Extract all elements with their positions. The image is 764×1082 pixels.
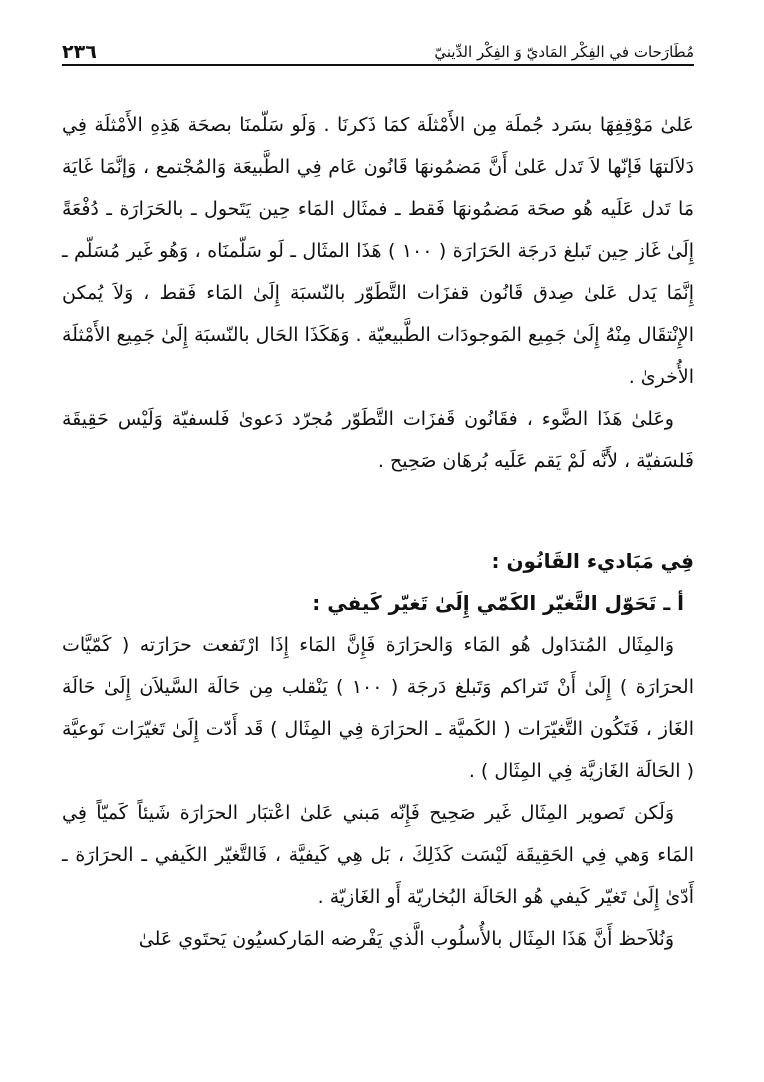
paragraph: عَلىٰ مَوْقِفِهَا بسَرد جُملَة مِن الأَمْثلَة كمَا ذَكرنَا . وَلَو سَلّمنَا بصحَة هَذِهِ الأَمْثلَة فِي دَلاَلتهَا فَإنّها لاَ تَدل عَلىٰ أَنَّ مَضمُونهَا قَانُون عَام فِي الطَّبيعَة وَالمُجْتمع ، وَإنَّمَا غَايَة مَا تَدل عَلَيه هُو صحَة مَضمُونهَا فَقط ـ فمثَال المَاء حِين يَتَحول ـ بالحَرَارَة ـ دُفْعَةً إِلَىٰ غَاز حِين تَبلغ دَرجَة الحَرَارَة ( ١٠٠ ) هَذَا المثَال ـ لَو سَلّمنَاه ، وَهُو غَير مُسَلّم ـ إِنَّمَا يَدل عَلىٰ صِدق قَانُون قفزَات التَّطَوّر بالنّسبَة إِلَىٰ المَاء فَقط ، وَلاَ يُمكن الإِنْتقَال مِنْهُ إِلَىٰ جَمِيع المَوجودَات الطَّبيعيّة . وَهَكَذَا الحَال بالنّسبَة إِلَىٰ جَمِيع الأَمْثلَة الأُخرىٰ . xyxy=(61,114,695,388)
paragraph: وَلَكن تَصوير المِثَال غَير صَحِيح فَإِنّه مَبني عَلىٰ اعْتبَار الحرَارَة شَيئاً كَميّاً فِي المَاء وَهي فِي الحَقِيقَة لَيْسَت كَذَلِكَ ، بَل هِي كَيفيَّة ، فَالتَّغيّر الكَيفي ـ الحرَارَة ـ أَدّىٰ إِلَىٰ تَغيّر كَيفي هُو الحَالَة البُخاريّة أَو الغَازيّة . xyxy=(62,802,694,908)
section-gap xyxy=(62,482,694,540)
running-header xyxy=(62,30,694,66)
body-text xyxy=(62,104,694,960)
running-title: مُطَارَحات في الفِكْر المَاديّ وَ الفِكْر الدِّينيّ xyxy=(434,43,694,61)
page-number: ٢٣٦ xyxy=(62,41,97,63)
section-heading: فِي مَبَاديء القَانُون : xyxy=(491,549,694,573)
paragraph: وَالمِثَال المُتدَاول هُو المَاء وَالحرَارَة فَإِنَّ المَاء إِذَا ارْتَفعت حرَارَته ( كَمّيَّات الحرَارَة ) إِلَىٰ أَنْ تَتراكم وَتَبلغ دَرجَة ( ١٠٠ ) يَنْقلب مِن حَالَة السَّيلاَن إِلَىٰ حَالَة الغَاز ، فَتَكُون التَّغيّرَات ( الكَميَّة ـ الحرَارَة فِي المِثَال ) قَد أَدّت إِلَىٰ تَغيّرَات نَوعيَّة ( الحَالَة الغَازيَّة فِي المِثَال ) . xyxy=(62,634,694,782)
paragraph: وَنُلاَحظ أَنَّ هَذَا المِثَال بالأُسلُوب الَّذي يَفْرضه المَاركسيُون يَحتَوي عَلىٰ xyxy=(138,928,674,950)
paragraph: وعَلىٰ هَذَا الضَّوء ، فقَانُون قَفزَات التَّطَوّر مُجرّد دَعوىٰ فَلسفيّة وَلَيْس حَقِيقَة فَلسَفيّة ، لأَنَّه لَمْ يَقم عَلَيه بُرهَان صَحِيح . xyxy=(62,408,694,472)
subsection-heading: أ ـ تَحَوّل التَّغيّر الكَمّي إِلَىٰ تَغيّر كَيفي : xyxy=(312,591,684,615)
